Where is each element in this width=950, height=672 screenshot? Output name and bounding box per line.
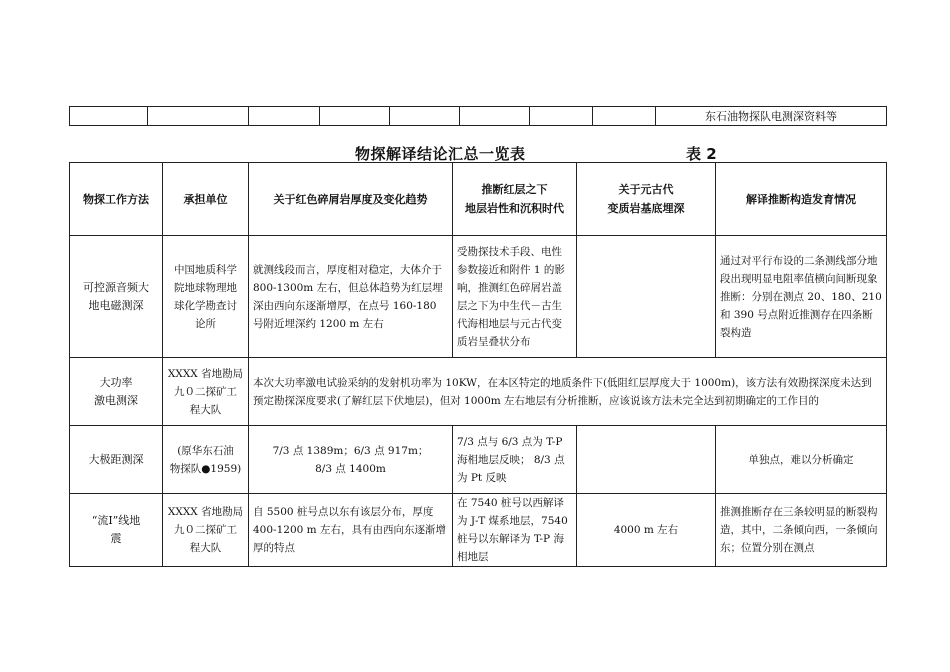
- table-row: [70, 107, 887, 126]
- table-number: 表 2: [686, 145, 717, 163]
- cell-unit: XXXX 省地勘局 九０二探矿工 程大队: [163, 494, 249, 567]
- cell-lithology: 7/3 点与 6/3 点为 T-P 海相地层反映； 8/3 点为 Pt 反映: [453, 426, 577, 494]
- cell-unit: XXXX 省地勘局 九０二探矿工 程大队: [163, 358, 249, 426]
- table-title: 物探解译结论汇总一览表: [355, 145, 526, 163]
- table-row: [70, 236, 887, 358]
- table-cell: [70, 107, 148, 126]
- header-basement: 关于元古代 变质岩基底埋深: [577, 163, 716, 236]
- table-row: [70, 494, 887, 567]
- table-cell: 东石油物探队电测深资料等: [656, 107, 887, 126]
- cell-basement: 4000 m 左右: [577, 494, 716, 567]
- cell-method: 大功率 激电测深: [70, 358, 163, 426]
- cell-method: “流Ⅰ”线地 震: [70, 494, 163, 567]
- cell-method: 可控源音频大 地电磁测深: [70, 236, 163, 358]
- cell-merged-remark: 本次大功率激电试验采纳的发射机功率为 10KW，在本区特定的地质条件下(低阻红层厚度大于 1000m)，该方法有效勘探深度未达到预定勘探深度要求(了解红层下伏地层)，但对 1000m 左右地层有分析推断，应该说该方法未完全达到初期确定的工作目的: [249, 358, 887, 426]
- cell-structure: 通过对平行布设的二条测线部分地段出现明显电阻率值横向间断现象推断：分别在测点 20、180、210 和 390 号点附近推测存在四条断裂构造: [716, 236, 887, 358]
- table-cell: [460, 107, 530, 126]
- table-cell: [148, 107, 249, 126]
- cell-lithology: 受勘探技术手段、电性参数接近和附件 1 的影响，推测红色碎屑岩盖层之下为中生代－古生代海相地层与元古代变质岩呈叠状分布: [453, 236, 577, 358]
- table-cell: [593, 107, 656, 126]
- cell-structure: 推测推断存在三条较明显的断裂构造，其中，二条倾向西，一条倾向东；位置分别在测点: [716, 494, 887, 567]
- table-cell: [390, 107, 460, 126]
- cell-basement: [577, 236, 716, 358]
- header-method: 物探工作方法: [70, 163, 163, 236]
- previous-table-fragment: [69, 106, 887, 126]
- summary-table: [69, 162, 887, 567]
- table-row: [70, 358, 887, 426]
- cell-method: 大极距测深: [70, 426, 163, 494]
- table-cell: [249, 107, 320, 126]
- table-cell: [320, 107, 390, 126]
- header-structure: 解译推断构造发育情况: [716, 163, 887, 236]
- cell-unit: (原华东石油 物探队●1959): [163, 426, 249, 494]
- cell-unit: 中国地质科学 院地球物理地 球化学勘查讨 论所: [163, 236, 249, 358]
- header-thickness: 关于红色碎屑岩厚度及变化趋势: [249, 163, 453, 236]
- header-row: [70, 163, 887, 236]
- cell-thickness: 就测线段而言，厚度相对稳定，大体介于 800-1300m 左右，但总体趋势为红层埋深由西向东逐渐增厚，在点号 160-180 号附近埋深约 1200 m 左右: [249, 236, 453, 358]
- cell-structure: 单独点，难以分析确定: [716, 426, 887, 494]
- header-unit: 承担单位: [163, 163, 249, 236]
- cell-thickness: 7/3 点 1389m；6/3 点 917m； 8/3 点 1400m: [249, 426, 453, 494]
- table-row: [70, 426, 887, 494]
- cell-lithology: 在 7540 桩号以西解译为 J-T 煤系地层，7540 桩号以东解译为 T-P 海相地层: [453, 494, 577, 567]
- header-lithology: 推断红层之下 地层岩性和沉积时代: [453, 163, 577, 236]
- cell-basement: [577, 426, 716, 494]
- cell-thickness: 自 5500 桩号点以东有该层分布，厚度 400-1200 m 左右，具有由西向东逐渐增厚的特点: [249, 494, 453, 567]
- table-cell: [530, 107, 593, 126]
